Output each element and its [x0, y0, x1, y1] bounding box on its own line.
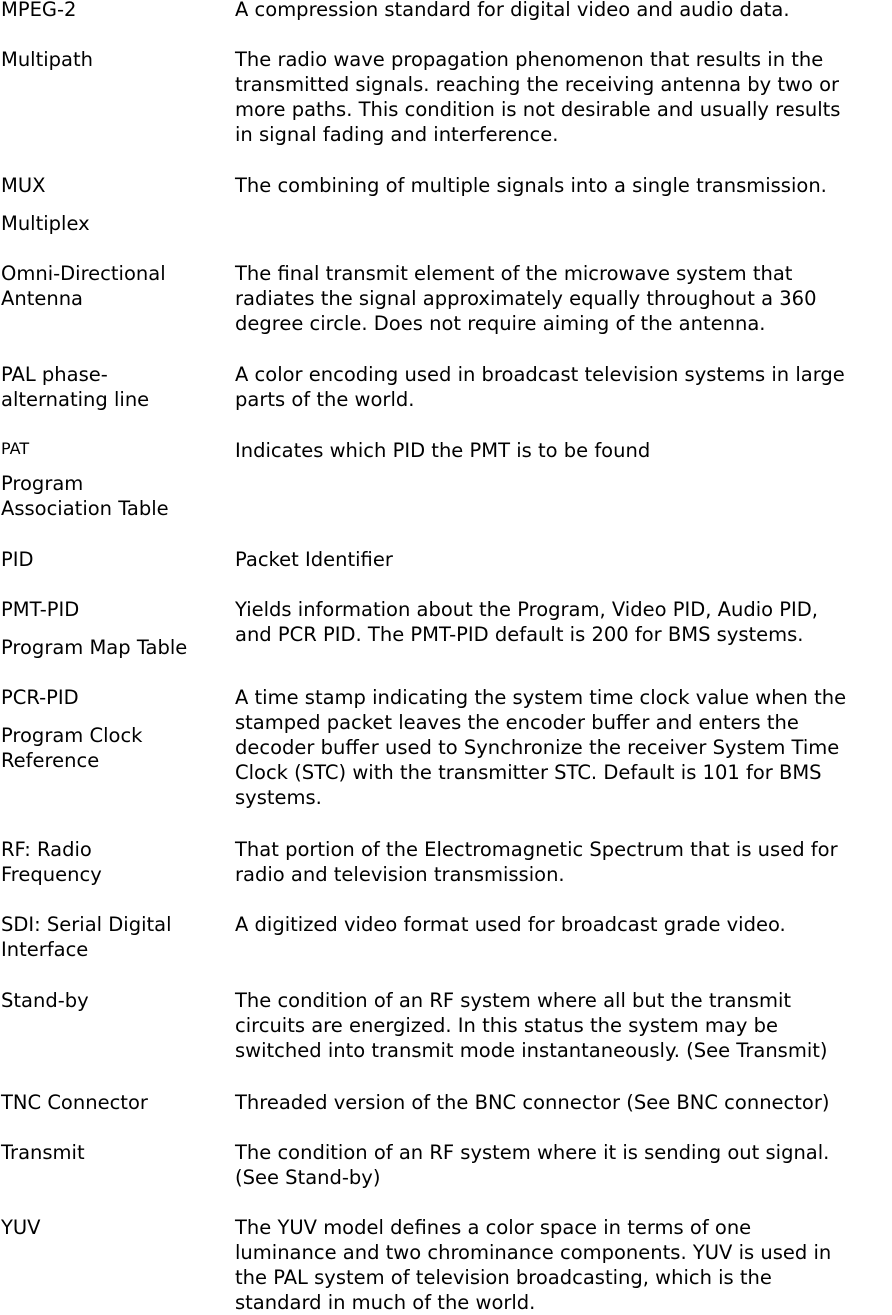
glossary-term-pal: PAL phase- alternating line	[1, 363, 150, 411]
glossary-term-yuv: YUV	[1, 1216, 41, 1239]
glossary-definition-transmit: The condition of an RF system where it is sending out signal. (See Stand-by)	[235, 1141, 830, 1189]
glossary-term-omni-directional-antenna: Omni-Directional Antenna	[1, 262, 166, 310]
glossary-definition-tnc-connector: Threaded version of the BNC connector (See BNC connector)	[235, 1091, 830, 1114]
glossary-definition-pal: A color encoding used in broadcast television systems in large parts of the world.	[235, 363, 845, 411]
glossary-term-stand-by: Stand-by	[1, 989, 89, 1012]
glossary-definition-stand-by: The condition of an RF system where all but the transmit circuits are energized. In this status the system may be switched into transmit mode instantaneously. (See Transmit)	[235, 989, 828, 1062]
glossary-term-program-association-table: Program Association Table	[1, 472, 169, 520]
glossary-term-sdi: SDI: Serial Digital Interface	[1, 913, 172, 961]
glossary-definition-pid: Packet Identifier	[235, 548, 393, 571]
glossary-term-multipath: Multipath	[1, 48, 93, 71]
glossary-definition-mpeg2: A compression standard for digital video and audio data.	[235, 0, 790, 21]
glossary-definition-pcr-pid: A time stamp indicating the system time clock value when the stamped packet leaves the encoder buffer and enters the decoder buffer used to Synchronize the receiver System Time Clock (STC) with the transmitter STC. Default is 101 for BMS systems.	[235, 686, 847, 809]
glossary-term-pat: PAT	[1, 439, 30, 458]
glossary-term-program-clock-reference: Program Clock Reference	[1, 724, 143, 772]
glossary-term-tnc-connector: TNC Connector	[1, 1091, 148, 1114]
glossary-definition-omni-directional-antenna: The final transmit element of the microwave system that radiates the signal approximately equally throughout a 360 degree circle. Does not require aiming of the antenna.	[235, 262, 817, 335]
glossary-definition-yuv: The YUV model defines a color space in terms of one luminance and two chrominance components. YUV is used in the PAL system of television broadcasting, which is the standard in much of the world.	[235, 1216, 832, 1314]
glossary-term-mpeg2: MPEG-2	[1, 0, 77, 21]
glossary-term-program-map-table: Program Map Table	[1, 636, 188, 659]
glossary-term-pmt-pid: PMT-PID	[1, 598, 80, 621]
glossary-term-pid: PID	[1, 548, 34, 571]
glossary-term-pcr-pid: PCR-PID	[1, 686, 79, 709]
glossary-definition-pmt-pid: Yields information about the Program, Video PID, Audio PID, and PCR PID. The PMT-PID default is 200 for BMS systems.	[235, 598, 818, 646]
glossary-term-mux: MUX	[1, 174, 46, 197]
glossary-term-rf: RF: Radio Frequency	[1, 838, 102, 886]
glossary-definition-mux: The combining of multiple signals into a single transmission.	[235, 174, 827, 197]
glossary-definition-multipath: The radio wave propagation phenomenon that results in the transmitted signals. reaching the receiving antenna by two or more paths. This condition is not desirable and usually results in signal fading and interference.	[235, 48, 841, 146]
glossary-definition-pat: Indicates which PID the PMT is to be found	[235, 439, 651, 462]
glossary-term-multiplex: Multiplex	[1, 212, 90, 235]
glossary-definition-sdi: A digitized video format used for broadcast grade video.	[235, 913, 786, 936]
glossary-definition-rf: That portion of the Electromagnetic Spectrum that is used for radio and television transmission.	[235, 838, 838, 886]
glossary-term-transmit: Transmit	[1, 1141, 85, 1164]
